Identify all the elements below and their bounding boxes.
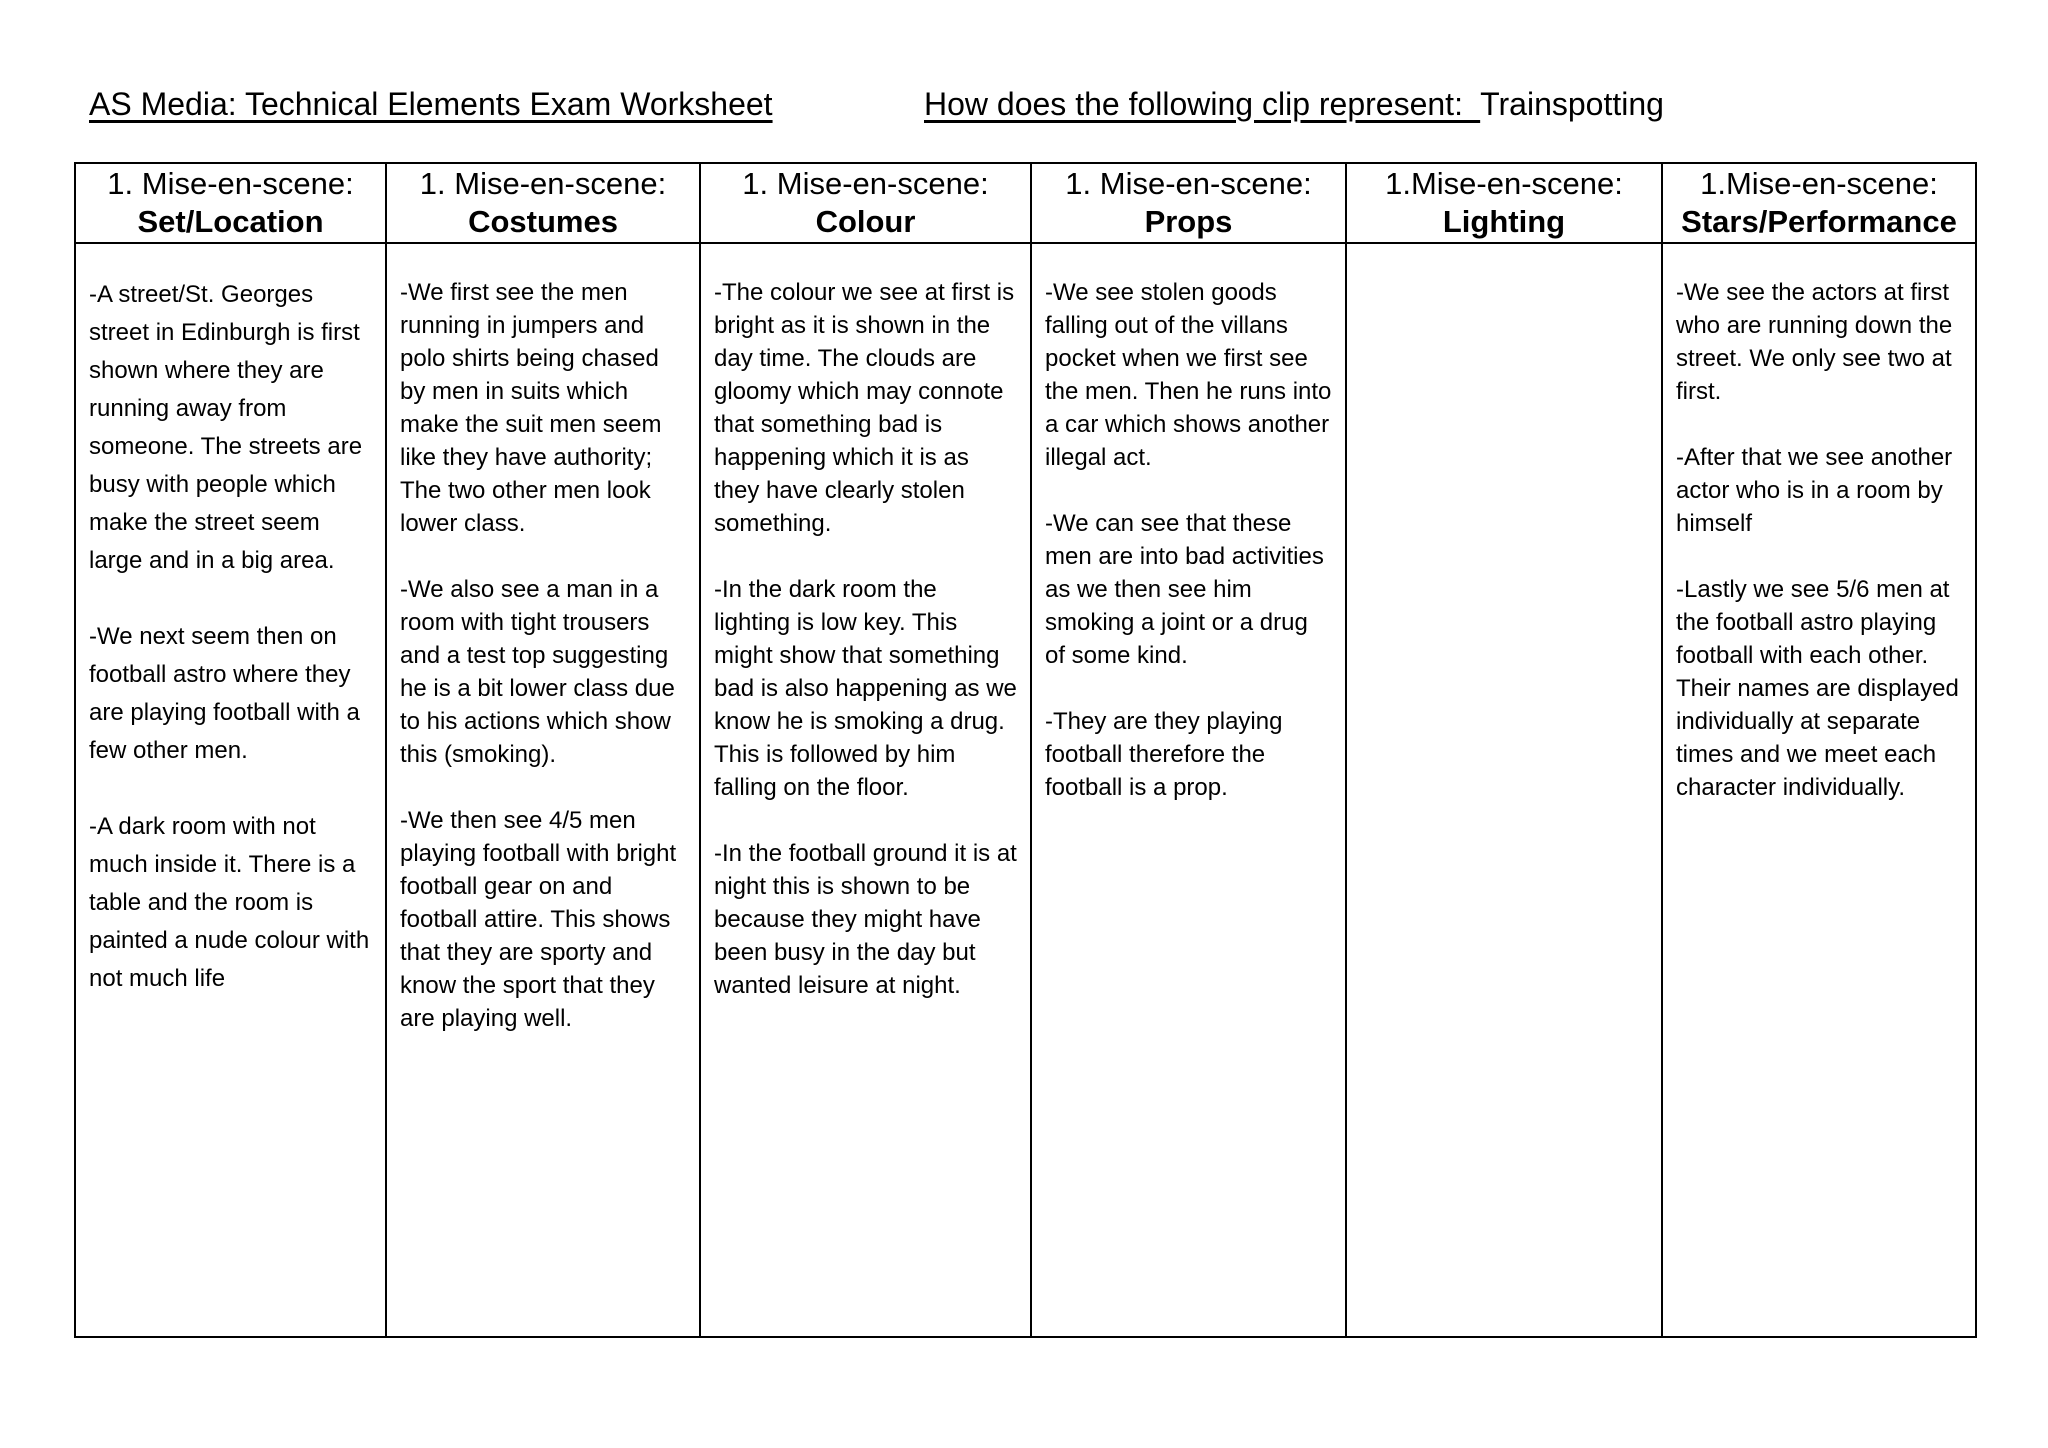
heading-label: 1. Mise-en-scene: (107, 166, 354, 201)
heading-label: 1. Mise-en-scene: (742, 166, 989, 201)
cell-colour (700, 243, 1031, 1337)
answer-paragraph: -A dark room with not much inside it. There is a table and the room is painted a nude colour with not much life (89, 813, 376, 992)
answer-paragraph: -A street/St. Georges street in Edinburgh is first shown where they are running away from someone. The streets are busy with people which make the street seem large and in a big area. (89, 281, 369, 574)
worksheet-title: AS Media: Technical Elements Exam Worksheet (89, 86, 773, 122)
answer-paragraph: -We then see 4/5 men playing football with bright football gear on and football attire. This shows that they are sporty and know the sport that they are playing well. (400, 807, 683, 1032)
answer-paragraph: -After that we see another actor who is in a room by himself (1676, 444, 1959, 537)
answer-paragraph: -The colour we see at first is bright as it is shown in the day time. The clouds are gloomy which may connote that something bad is happening which it is as they have clearly stolen something. (714, 279, 1021, 537)
answer-paragraph: -We first see the men running in jumpers and polo shirts being chased by men in suits which make the suit men seem like they have authority; The two other men look lower class. (400, 279, 669, 537)
answer-paragraph: -We see stolen goods falling out of the villans pocket when we first see the men. Then he runs into a car which shows another illegal act. (1045, 279, 1339, 471)
answer-paragraph: -We see the actors at first who are running down the street. We only see two at first. (1676, 279, 1959, 405)
question-text: How does the following clip represent: (924, 86, 1481, 122)
heading-label: 1. Mise-en-scene: (1065, 166, 1312, 201)
heading-topic: Props (1144, 204, 1233, 239)
clip-question (924, 86, 1664, 123)
heading-lighting (1346, 163, 1662, 243)
heading-props (1031, 163, 1346, 243)
mise-en-scene-table (74, 162, 1977, 1338)
cell-costumes (386, 243, 700, 1337)
cell-lighting (1346, 243, 1662, 1337)
heading-label: 1.Mise-en-scene: (1700, 166, 1938, 201)
answer-paragraph: -We also see a man in a room with tight trousers and a test top suggesting he is a bit lower class due to his actions which show this (smoking). (400, 576, 682, 768)
heading-label: 1. Mise-en-scene: (419, 166, 667, 201)
film-title: Trainspotting (1480, 86, 1664, 122)
heading-label: 1.Mise-en-scene: (1385, 166, 1623, 201)
heading-topic: Stars/Performance (1681, 204, 1957, 239)
cell-set-location (75, 243, 386, 1337)
answer-paragraph: -We next seem then on football astro where they are playing football with a few other men. (89, 623, 367, 764)
answer-paragraph: -Lastly we see 5/6 men at the football astro playing football with each other. Their names are displayed individually at separate times and we meet each character individually. (1676, 576, 1966, 801)
heading-colour (700, 163, 1031, 243)
answer-paragraph: -In the football ground it is at night this is shown to be because they might have been busy in the day but wanted leisure at night. (714, 840, 1024, 999)
answer-row (75, 243, 1976, 1337)
answer-paragraph: -In the dark room the lighting is low key. This might show that something bad is also happening as we know he is smoking a drug. This is followed by him falling on the floor. (714, 576, 1024, 801)
header-row (75, 163, 1976, 243)
cell-stars-performance (1662, 243, 1976, 1337)
answer-paragraph: -We can see that these men are into bad activities as we then see him smoking a joint or a drug of some kind. (1045, 510, 1331, 669)
heading-costumes (386, 163, 700, 243)
heading-topic: Set/Location (137, 204, 324, 239)
heading-stars-performance (1662, 163, 1976, 243)
heading-topic: Costumes (468, 204, 618, 239)
heading-topic: Colour (815, 204, 916, 239)
answer-paragraph: -They are they playing football therefore the football is a prop. (1045, 708, 1290, 801)
heading-set-location (75, 163, 386, 243)
cell-props (1031, 243, 1346, 1337)
heading-topic: Lighting (1442, 204, 1566, 239)
